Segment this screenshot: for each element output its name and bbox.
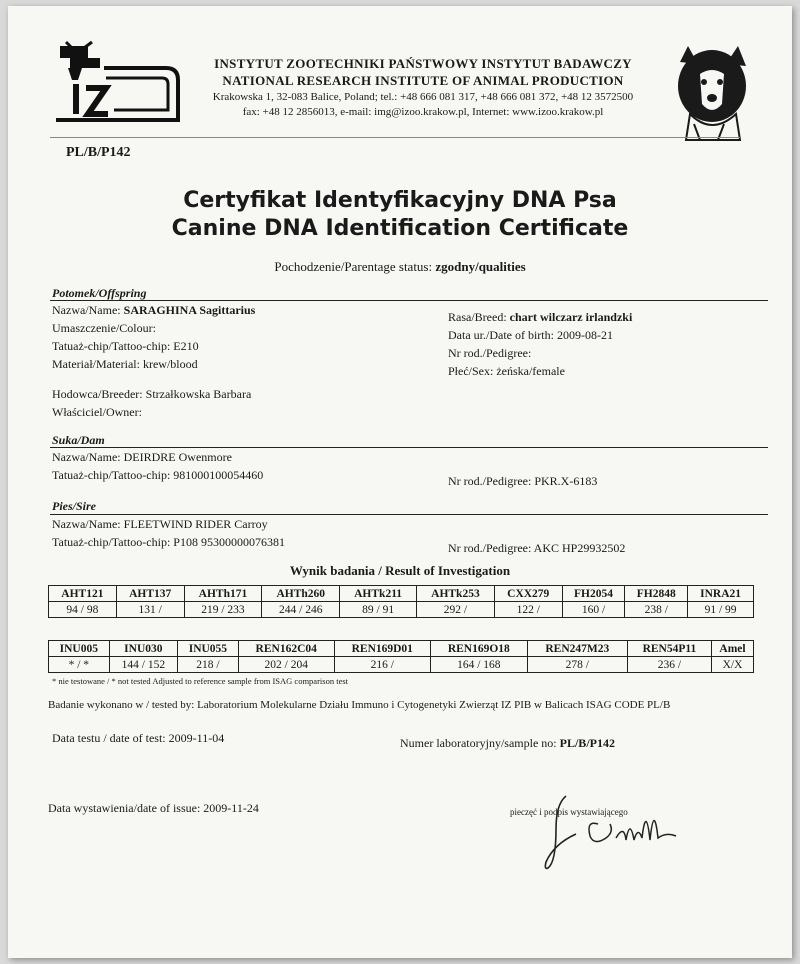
allele-value: X/X: [712, 657, 754, 673]
dog-illustration: [666, 44, 756, 142]
certificate-page: [8, 6, 792, 958]
offspring-dob: 2009-08-21: [556, 328, 613, 342]
offspring-material: krew/blood: [142, 357, 198, 371]
marker-header: AHTh171: [184, 586, 262, 602]
allele-value: 236 /: [627, 657, 711, 673]
marker-header: FH2848: [625, 586, 688, 602]
allele-value: 218 /: [178, 657, 239, 673]
sire-name: FLEETWIND RIDER Carroy: [123, 517, 268, 531]
offspring-chip-row: [52, 339, 199, 354]
allele-value: * / *: [49, 657, 110, 673]
test-date-row: [52, 731, 224, 746]
dam-chip-row: [52, 468, 263, 483]
breeder-row: [52, 387, 251, 402]
offspring-chip: E210: [173, 339, 199, 353]
title-polish: Certyfikat Identyfikacyjny DNA Psa: [183, 188, 617, 213]
issue-date-row: [48, 801, 259, 816]
dam-pedigree: PKR.X-6183: [534, 474, 598, 488]
allele-value: 202 / 204: [238, 657, 334, 673]
title-english: Canine DNA Identification Certificate: [171, 216, 629, 241]
offspring-heading: Potomek/Offspring: [52, 286, 147, 300]
dam-pedigree-row: [448, 474, 597, 489]
allele-value: 278 /: [527, 657, 627, 673]
offspring-divider: [50, 300, 768, 301]
dam-pedigree-label: Nr rod./Pedigree:: [448, 474, 532, 488]
offspring-colour-label: Umaszczenie/Colour:: [52, 321, 156, 335]
sire-name-row: [52, 517, 268, 532]
offspring-pedigree-label: Nr rod./Pedigree:: [448, 346, 532, 360]
sire-chip: P108 95300000076381: [173, 535, 285, 549]
test-date-label: Data testu / date of test:: [52, 731, 166, 745]
offspring-material-row: [52, 357, 198, 372]
offspring-dob-row: [448, 328, 613, 343]
offspring-breed-label: Rasa/Breed:: [448, 310, 507, 324]
sire-name-label: Nazwa/Name:: [52, 517, 121, 531]
marker-header: REN54P11: [627, 641, 711, 657]
institute-contact: fax: +48 12 2856013, e-mail: img@izoo.krakow.pl, Internet: www.izoo.krakow.pl: [242, 106, 604, 118]
offspring-sex-row: [448, 364, 565, 379]
institute-header: [183, 56, 663, 119]
result-table-1: [48, 585, 754, 618]
table-footnote: * nie testowane / * not tested Adjusted to reference sample from ISAG comparison test: [52, 676, 349, 686]
marker-header: REN247M23: [527, 641, 627, 657]
breeder-label: Hodowca/Breeder:: [52, 387, 143, 401]
header-divider: [50, 137, 740, 138]
dam-chip: 981000100054460: [173, 468, 264, 482]
offspring-material-label: Materiał/Material:: [52, 357, 140, 371]
allele-value: 238 /: [625, 602, 688, 618]
marker-header: CXX279: [494, 586, 562, 602]
issue-date: 2009-11-24: [203, 801, 259, 815]
lab-number-row: [400, 736, 615, 751]
dam-name-row: [52, 450, 232, 465]
institute-name-pl: INSTYTUT ZOOTECHNIKI PAŃSTWOWY INSTYTUT BADAWCZY: [214, 56, 632, 71]
marker-header: AHTh260: [262, 586, 340, 602]
lab-number-label: Numer laboratoryjny/sample no:: [400, 736, 557, 750]
marker-header: FH2054: [562, 586, 625, 602]
offspring-sex: żeńska/female: [496, 364, 565, 378]
allele-value: 131 /: [116, 602, 184, 618]
sire-pedigree-row: [448, 541, 625, 556]
marker-header: INRA21: [688, 586, 754, 602]
marker-header: REN169O18: [430, 641, 527, 657]
allele-value: 244 / 246: [262, 602, 340, 618]
sire-pedigree: AKC HP29932502: [533, 541, 626, 555]
offspring-chip-label: Tatuaż-chip/Tattoo-chip:: [52, 339, 171, 353]
allele-value: 91 / 99: [688, 602, 754, 618]
certificate-number: PL/B/P142: [66, 145, 131, 160]
offspring-name: SARAGHINA Sagittarius: [123, 303, 256, 317]
offspring-breed-row: [448, 310, 632, 325]
lab-number: PL/B/P142: [559, 736, 615, 750]
institute-logo: [48, 38, 188, 130]
marker-header: AHT121: [49, 586, 117, 602]
result-heading: Wynik badania / Result of Investigation: [289, 563, 511, 578]
offspring-breed: chart wilczarz irlandzki: [509, 310, 633, 324]
offspring-colour-row: [52, 321, 156, 336]
marker-header: INU055: [178, 641, 239, 657]
signature-label: pieczęć i podpis wystawiającego: [510, 807, 628, 817]
sire-pedigree-label: Nr rod./Pedigree:: [448, 541, 532, 555]
parentage-label: Pochodzenie/Parentage status:: [274, 259, 433, 274]
allele-value: 160 /: [562, 602, 625, 618]
sire-chip-row: [52, 535, 285, 550]
marker-header: Amel: [712, 641, 754, 657]
institute-address: Krakowska 1, 32-083 Balice, Poland; tel.: +48 666 081 317, +48 666 081 372, +48 12 3572500: [212, 91, 634, 103]
dam-heading: Suka/Dam: [52, 433, 105, 447]
marker-header: REN169D01: [334, 641, 430, 657]
dam-divider: [50, 447, 768, 448]
marker-header: INU005: [49, 641, 110, 657]
institute-name-en: NATIONAL RESEARCH INSTITUTE OF ANIMAL PRODUCTION: [222, 73, 624, 88]
tested-by: Badanie wykonano w / tested by: Laboratorium Molekularne Działu Immuno i Cytogenetyki Zwierząt IZ PIB w Balicach ISAG CODE PL/B: [48, 699, 671, 711]
sire-heading: Pies/Sire: [52, 499, 96, 513]
allele-value: 89 / 91: [340, 602, 417, 618]
allele-value: 164 / 168: [430, 657, 527, 673]
owner-row: [52, 405, 142, 420]
marker-header: INU030: [109, 641, 177, 657]
offspring-name-row: [52, 303, 255, 318]
parentage-value: zgodny/qualities: [435, 259, 526, 274]
sire-divider: [50, 514, 768, 515]
allele-value: 292 /: [417, 602, 495, 618]
handwritten-signature: [506, 784, 706, 874]
issue-date-label: Data wystawienia/date of issue:: [48, 801, 201, 815]
allele-value: 94 / 98: [49, 602, 117, 618]
dam-name: DEIRDRE Owenmore: [123, 450, 232, 464]
offspring-name-label: Nazwa/Name:: [52, 303, 121, 317]
allele-value: 144 / 152: [109, 657, 177, 673]
sire-chip-label: Tatuaż-chip/Tattoo-chip:: [52, 535, 171, 549]
test-date: 2009-11-04: [168, 731, 225, 745]
offspring-pedigree-row: [448, 346, 531, 361]
breeder-name: Strzałkowska Barbara: [145, 387, 252, 401]
parentage-status: [8, 259, 792, 275]
offspring-sex-label: Płeć/Sex:: [448, 364, 494, 378]
allele-value: 122 /: [494, 602, 562, 618]
result-table-2: [48, 640, 754, 673]
marker-header: AHTk253: [417, 586, 495, 602]
allele-value: 219 / 233: [184, 602, 262, 618]
owner-label: Właściciel/Owner:: [52, 405, 142, 419]
marker-header: REN162C04: [238, 641, 334, 657]
dam-chip-label: Tatuaż-chip/Tattoo-chip:: [52, 468, 171, 482]
offspring-dob-label: Data ur./Date of birth:: [448, 328, 554, 342]
marker-header: AHT137: [116, 586, 184, 602]
marker-header: AHTk211: [340, 586, 417, 602]
allele-value: 216 /: [334, 657, 430, 673]
dam-name-label: Nazwa/Name:: [52, 450, 121, 464]
